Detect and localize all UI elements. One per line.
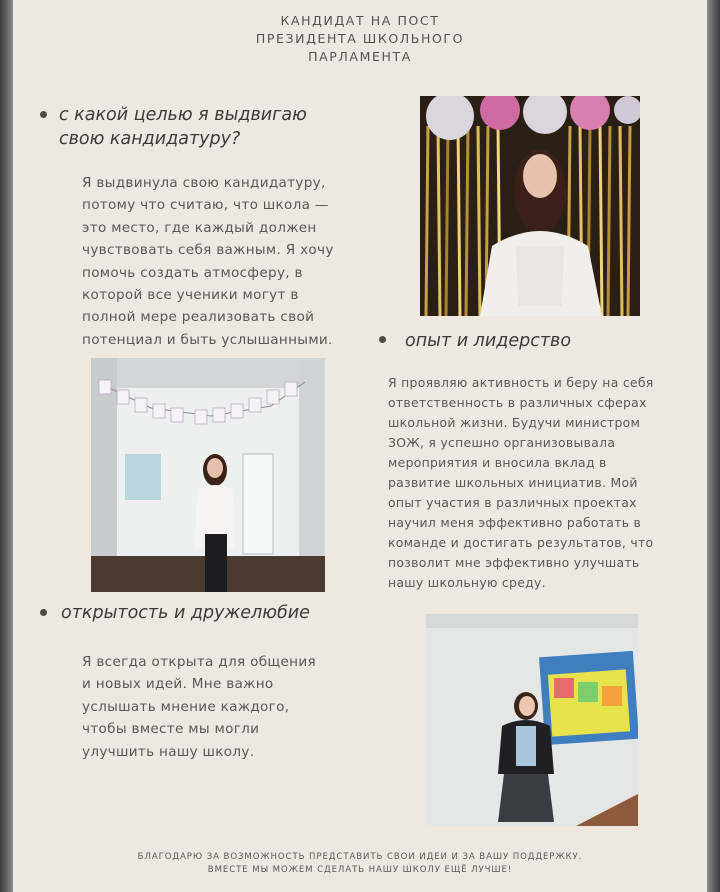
section2-body — [388, 373, 654, 593]
body-line: которой все ученики могут в — [82, 287, 299, 304]
body-line: команде и достигать результатов, что — [388, 535, 654, 550]
title-line: ПРЕЗИДЕНТА ШКОЛЬНОГО — [255, 31, 465, 46]
section1-body — [82, 172, 334, 351]
body-line: потому что считаю, что школа — — [82, 197, 329, 214]
body-line: полной мере реализовать свой — [82, 309, 315, 326]
bullet-dot — [379, 336, 386, 343]
section3-body — [82, 651, 316, 763]
body-line: Я всегда открыта для общения — [82, 654, 316, 670]
title-line: ПАРЛАМЕНТА — [308, 49, 412, 64]
heading-line: с какой целью я выдвигаю — [59, 105, 307, 125]
heading-line: свою кандидатуру? — [59, 129, 241, 149]
photo-poster-board — [426, 614, 638, 826]
title-line: КАНДИДАТ НА ПОСТ — [280, 13, 440, 28]
section3-heading: открытость и дружелюбие — [61, 603, 310, 623]
body-line: Я выдвинула свою кандидатуру, — [82, 175, 326, 191]
body-line: и новых идей. Мне важно — [82, 676, 274, 693]
body-line: помочь создать атмосферу, в — [82, 264, 303, 281]
body-line: позволит мне эффективно улучшать — [388, 555, 640, 570]
section1-heading — [59, 103, 307, 151]
body-line: научил меня эффективно работать в — [388, 515, 642, 530]
footer-line: ВМЕСТЕ МЫ МОЖЕМ СДЕЛАТЬ НАШУ ШКОЛУ ЕЩЁ ЛУЧШЕ! — [207, 865, 513, 875]
body-line: мероприятия и вносила вклад в — [388, 455, 607, 470]
body-line: ЗОЖ, я успешно организовывала — [388, 435, 616, 450]
body-line: чувствовать себя важным. Я хочу — [82, 242, 334, 259]
page-title — [13, 12, 707, 66]
footer-line: БЛАГОДАРЮ ЗА ВОЗМОЖНОСТЬ ПРЕДСТАВИТЬ СВОИ ИДЕИ И ЗА ВАШУ ПОДДЕРЖКУ. — [137, 852, 583, 862]
left-frame-edge — [0, 0, 13, 892]
footer-note — [13, 851, 707, 877]
document-page — [13, 0, 707, 892]
body-line: услышать мнение каждого, — [82, 698, 290, 715]
body-line: потенциал и быть услышанными. — [82, 331, 333, 348]
section2-heading: опыт и лидерство — [405, 331, 572, 351]
bullet-dot — [40, 111, 47, 118]
body-line: опыт участия в различных проектах — [388, 495, 637, 510]
photo-hallway-garland — [91, 358, 325, 592]
body-line: Я проявляю активность и беру на себя — [388, 375, 654, 390]
body-line: улучшить нашу школу. — [82, 743, 255, 760]
body-line: чтобы вместе мы могли — [82, 721, 260, 738]
body-line: нашу школьную среду. — [388, 575, 546, 590]
body-line: школьной жизни. Будучи министром — [388, 415, 641, 430]
right-frame-edge — [707, 0, 720, 892]
body-line: ответственность в различных сферах — [388, 395, 647, 410]
body-line: это место, где каждый должен — [82, 219, 317, 236]
photo-balloons-portrait — [420, 96, 640, 316]
bullet-dot — [40, 609, 47, 616]
body-line: развитие школьных инициатив. Мой — [388, 475, 638, 490]
